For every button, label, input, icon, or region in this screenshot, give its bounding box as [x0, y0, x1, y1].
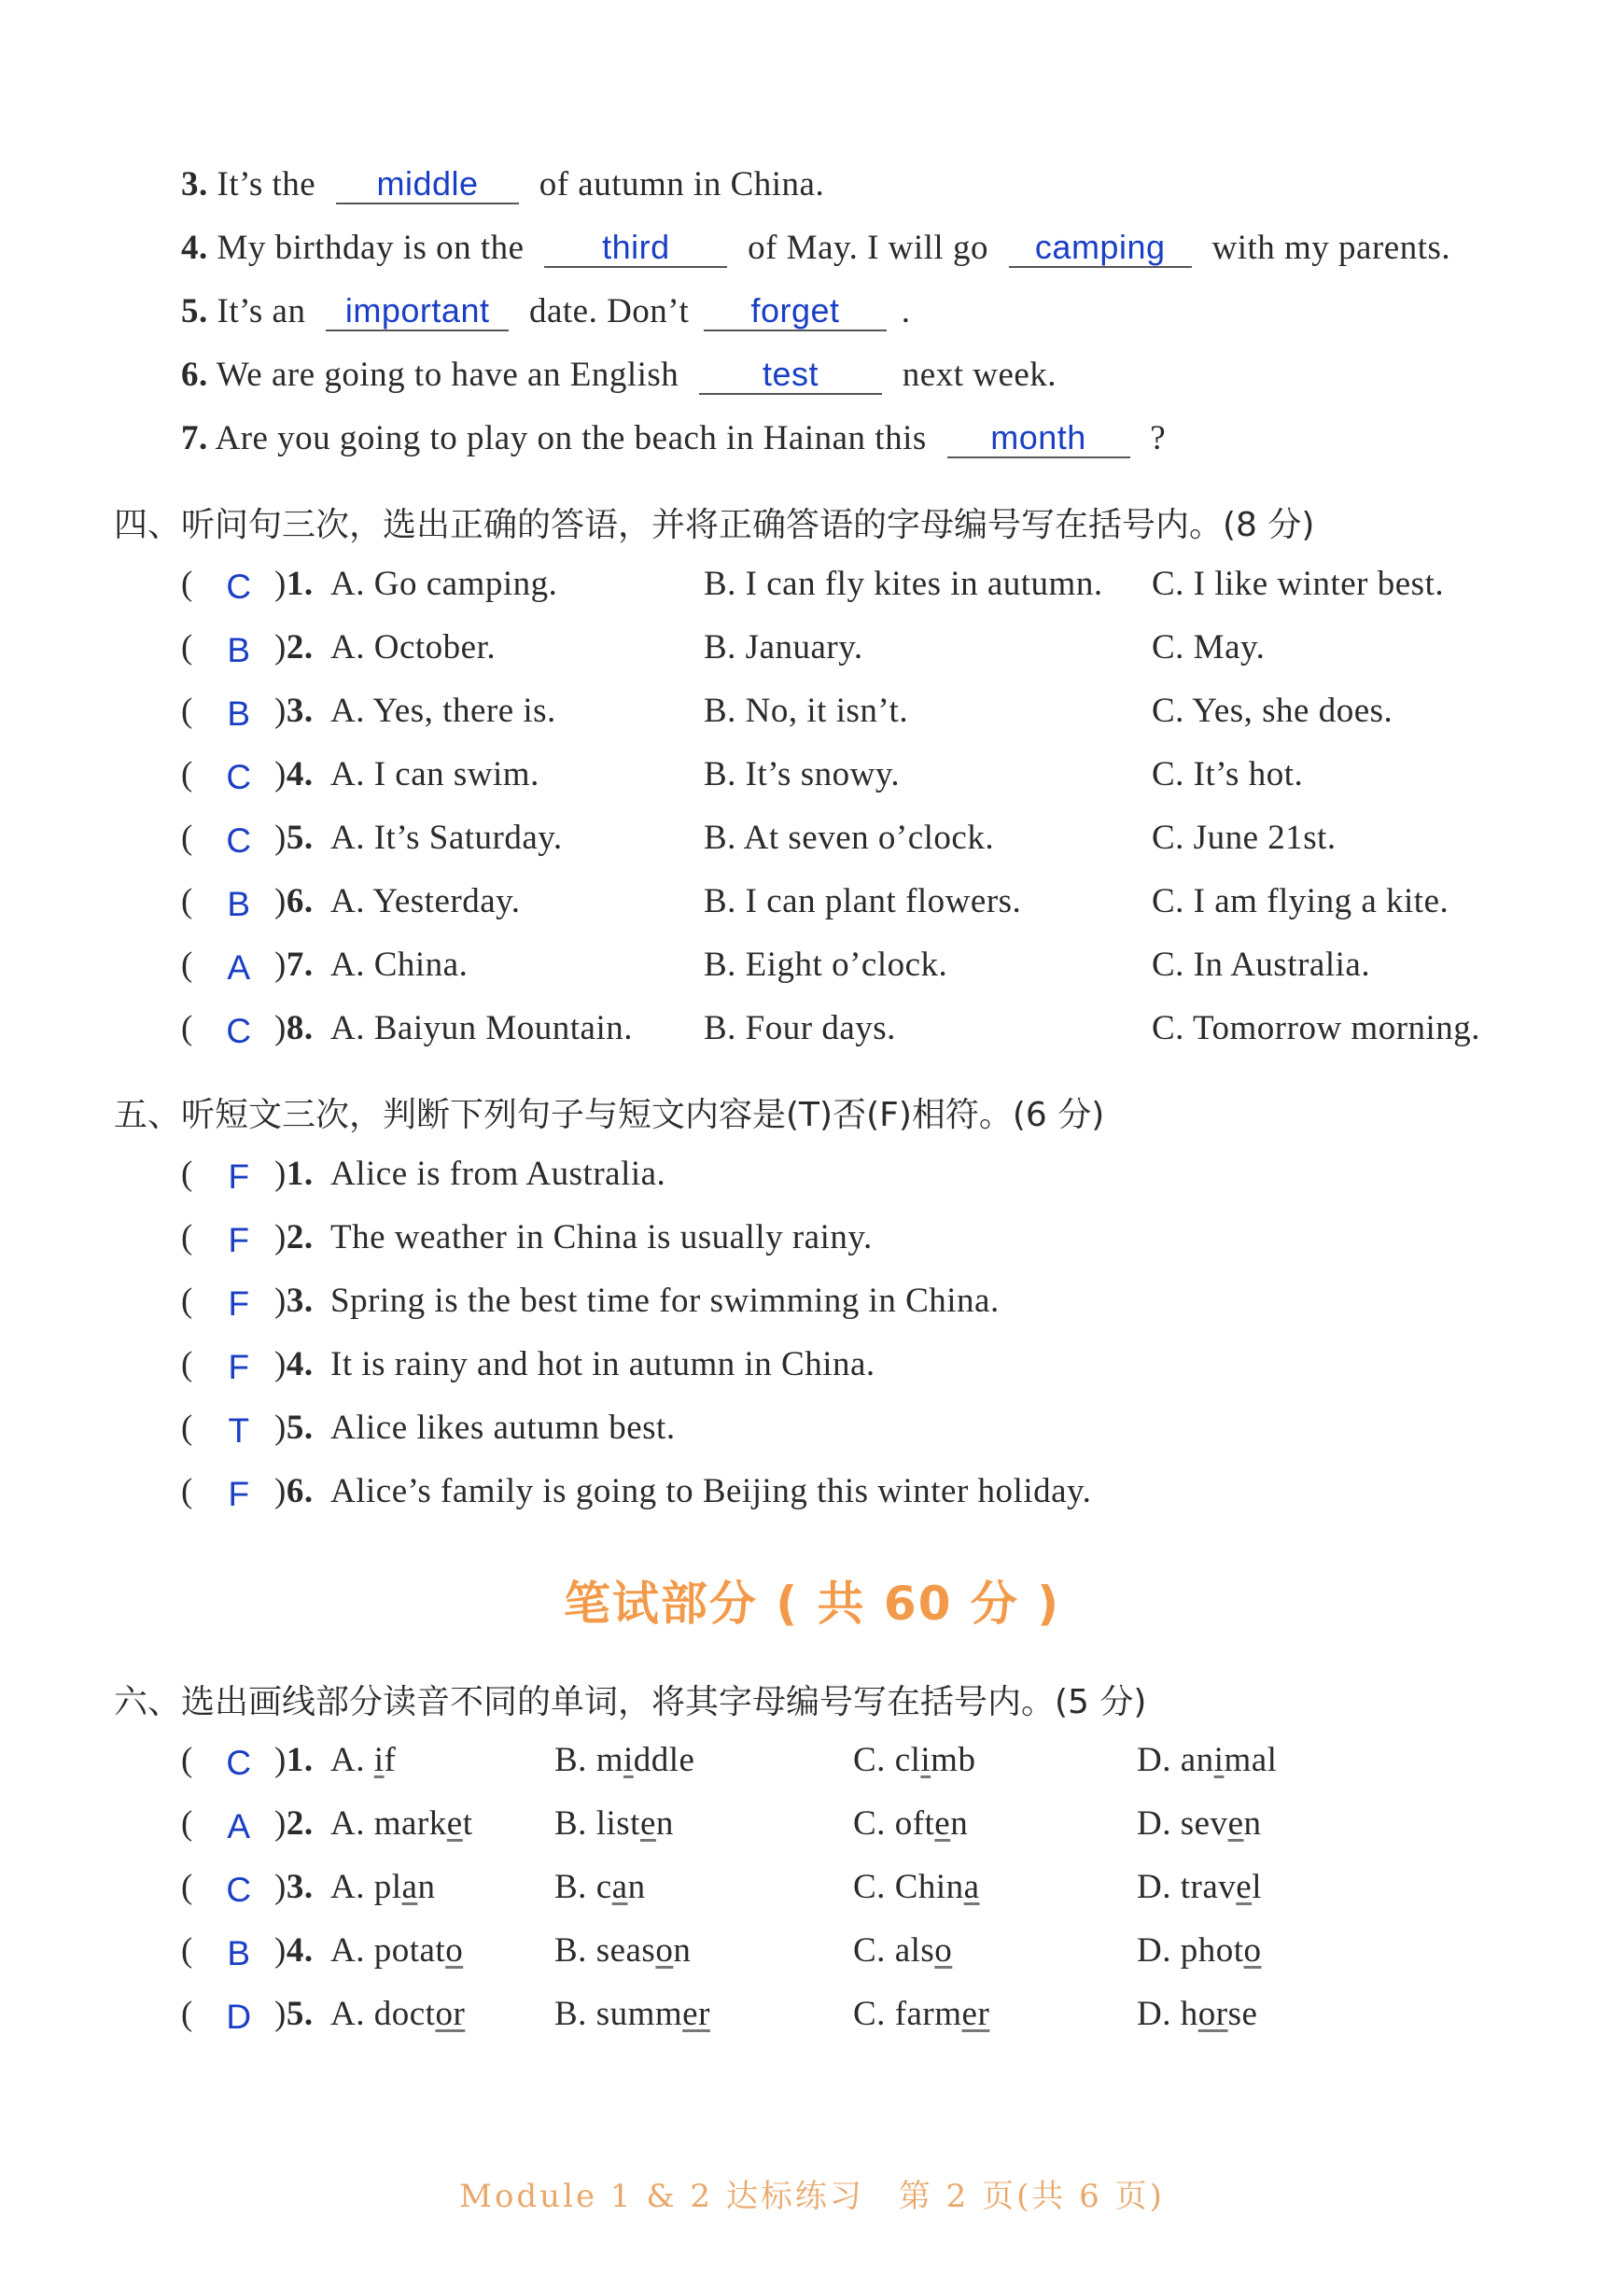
question-number: )2.	[274, 628, 314, 666]
word-part-pre: sev	[1180, 1804, 1228, 1843]
word-part-post: n	[950, 1804, 969, 1843]
underlined-part: er	[682, 1995, 710, 2033]
fill-blank: third	[544, 229, 727, 268]
option-b: B. It’s snowy.	[704, 755, 901, 793]
word-part-pre: als	[894, 1931, 935, 1970]
underlined-part: e	[446, 1804, 463, 1843]
underlined-part: e	[639, 1804, 656, 1843]
option-a: A. It’s Saturday.	[330, 819, 563, 857]
underlined-part: i	[920, 1741, 931, 1779]
answer-letter: D	[226, 1998, 252, 2036]
question-number-text: 4.	[286, 1345, 314, 1383]
question-number-text: 1.	[286, 1741, 314, 1779]
fill-number: 7.	[181, 419, 208, 457]
word-part-letter: C.	[853, 1741, 895, 1779]
word-part-pre: mark	[373, 1804, 447, 1843]
fill-number: 6.	[181, 356, 208, 394]
option-b: B. At seven o’clock.	[704, 819, 995, 857]
word-option	[330, 1803, 472, 1844]
word-part-letter: B.	[554, 1931, 596, 1970]
option-a: A. Yesterday.	[330, 882, 521, 920]
question-number: )3.	[274, 1868, 314, 1906]
option-a: A. October.	[330, 628, 497, 666]
question-number: )3.	[274, 1282, 314, 1320]
answer-bracket: (	[181, 1345, 193, 1383]
option-b: B. January.	[704, 628, 863, 666]
question-number-text: 3.	[286, 692, 314, 730]
option-c: C. Tomorrow morning.	[1152, 1009, 1481, 1047]
answer-letter: B	[227, 885, 251, 923]
answer-bracket: (	[181, 819, 193, 857]
underlined-part: a	[401, 1868, 418, 1906]
word-part-pre: c	[595, 1868, 612, 1906]
option-c: C. Yes, she does.	[1152, 692, 1393, 730]
fill-row-5	[181, 291, 910, 340]
word-part-pre: farm	[894, 1995, 962, 2033]
answer-bracket: (	[181, 1931, 193, 1970]
word-part-pre: Chin	[894, 1868, 964, 1906]
question-number-text: 3.	[286, 1868, 314, 1906]
fill-text: We are going to have an English	[216, 356, 679, 394]
fill-text: It’s the	[217, 165, 316, 203]
question-number: )6.	[274, 882, 314, 920]
word-part-pre: h	[1180, 1995, 1198, 2033]
fill-number: 4.	[181, 229, 208, 267]
word-option	[330, 1867, 435, 1907]
question-number-text: 6.	[286, 882, 314, 920]
fill-text: Are you going to play on the beach in Hainan this	[215, 419, 927, 457]
fill-row-3	[181, 164, 824, 213]
word-option	[554, 1803, 674, 1844]
underlined-part: e	[1227, 1804, 1244, 1843]
underlined-part: or	[435, 1995, 466, 2033]
word-part-letter: D.	[1137, 1741, 1181, 1779]
answer-letter: F	[228, 1158, 250, 1196]
word-part-letter: C.	[853, 1931, 895, 1970]
word-option	[1137, 1803, 1262, 1844]
answer-bracket: (	[181, 1409, 193, 1447]
fill-blank: month	[947, 419, 1130, 458]
question-number: )4.	[274, 1931, 314, 1970]
answer-bracket: (	[181, 755, 193, 793]
question-number: )3.	[274, 692, 314, 730]
option-c: C. In Australia.	[1152, 946, 1371, 984]
word-option	[1137, 1867, 1262, 1907]
word-part-pre: oft	[894, 1804, 935, 1843]
answer-letter: F	[228, 1221, 250, 1259]
option-c: C. I am flying a kite.	[1152, 882, 1449, 920]
answer-letter: C	[226, 758, 252, 796]
word-part-post: l	[1252, 1868, 1262, 1906]
word-part-pre: m	[595, 1741, 623, 1779]
word-part-letter: A.	[330, 1868, 374, 1906]
underlined-part: a	[611, 1868, 628, 1906]
option-a: A. Baiyun Mountain.	[330, 1009, 633, 1047]
option-a: A. I can swim.	[330, 755, 539, 793]
answer-bracket: (	[181, 1009, 193, 1047]
word-option	[853, 1994, 989, 2034]
word-part-pre: trav	[1180, 1868, 1237, 1906]
word-part-letter: B.	[554, 1741, 596, 1779]
underlined-part: o	[1243, 1931, 1262, 1970]
underlined-part: o	[655, 1931, 674, 1970]
word-part-post: f	[384, 1741, 397, 1779]
option-c: C. May.	[1152, 628, 1266, 666]
word-part-letter: C.	[853, 1804, 895, 1843]
question-number: )1.	[274, 565, 314, 603]
word-part-post: t	[462, 1804, 473, 1843]
word-part-pre: phot	[1180, 1931, 1244, 1970]
word-part-letter: B.	[554, 1804, 596, 1843]
word-part-letter: A.	[330, 1741, 374, 1779]
answer-letter: T	[228, 1411, 250, 1450]
question-number-text: 5.	[286, 819, 314, 857]
question-number-text: 2.	[286, 1804, 314, 1843]
word-option	[853, 1740, 975, 1780]
question-number: )5.	[274, 1409, 314, 1447]
fill-blank: test	[699, 356, 882, 395]
fill-text: It’s an	[217, 292, 306, 330]
word-option	[1137, 1740, 1277, 1780]
fill-blank: forget	[704, 292, 887, 331]
statement-text: The weather in China is usually rainy.	[330, 1218, 873, 1256]
word-part-post: n	[655, 1804, 674, 1843]
word-option	[853, 1930, 952, 1971]
word-part-post: n	[417, 1868, 436, 1906]
word-part-letter: A.	[330, 1931, 374, 1970]
section-5-heading: 五、听短文三次，判断下列句子与短文内容是(T)否(F)相符。(6 分)	[114, 1096, 1105, 1134]
question-number: )6.	[274, 1472, 314, 1510]
question-number: )4.	[274, 1345, 314, 1383]
option-c: C. June 21st.	[1152, 819, 1337, 857]
question-number: )2.	[274, 1218, 314, 1256]
underlined-part: o	[934, 1931, 953, 1970]
section-4-heading: 四、听问句三次，选出正确的答语，并将正确答语的字母编号写在括号内。(8 分)	[114, 506, 1315, 544]
answer-letter: A	[227, 948, 251, 987]
question-number: )1.	[274, 1741, 314, 1779]
fill-blank: middle	[336, 165, 519, 204]
word-part-pre: pl	[373, 1868, 402, 1906]
question-number: )8.	[274, 1009, 314, 1047]
word-part-letter: A.	[330, 1804, 374, 1843]
answer-bracket: (	[181, 1804, 193, 1843]
underlined-part: or	[1197, 1995, 1228, 2033]
question-number-text: 8.	[286, 1009, 314, 1047]
fill-row-7	[181, 418, 1166, 467]
statement-text: Alice is from Australia.	[330, 1155, 666, 1193]
fill-text: of autumn in China.	[539, 165, 825, 203]
underlined-part: e	[934, 1804, 951, 1843]
option-a: A. Go camping.	[330, 565, 558, 603]
question-number: )5.	[274, 1995, 314, 2033]
word-option	[853, 1803, 968, 1844]
word-part-letter: C.	[853, 1995, 895, 2033]
answer-bracket: (	[181, 1282, 193, 1320]
question-number-text: 1.	[286, 565, 314, 603]
underlined-part: o	[445, 1931, 464, 1970]
word-part-post: mal	[1224, 1741, 1278, 1779]
word-part-letter: D.	[1137, 1995, 1181, 2033]
option-b: B. I can fly kites in autumn.	[704, 565, 1103, 603]
fill-text: next week.	[902, 356, 1057, 394]
word-part-post: se	[1227, 1995, 1258, 2033]
underlined-part: i	[373, 1741, 385, 1779]
answer-bracket: (	[181, 1741, 193, 1779]
word-option	[853, 1867, 980, 1907]
question-number: )5.	[274, 819, 314, 857]
question-number-text: 4.	[286, 1931, 314, 1970]
answer-letter: C	[226, 821, 252, 860]
question-number-text: 4.	[286, 755, 314, 793]
underlined-part: i	[1213, 1741, 1225, 1779]
word-part-letter: B.	[554, 1868, 596, 1906]
statement-text: It is rainy and hot in autumn in China.	[330, 1345, 875, 1383]
option-c: C. I like winter best.	[1152, 565, 1445, 603]
word-part-post: n	[627, 1868, 646, 1906]
underlined-part: e	[1236, 1868, 1253, 1906]
answer-bracket: (	[181, 692, 193, 730]
word-part-letter: C.	[853, 1868, 895, 1906]
fill-number: 3.	[181, 165, 208, 203]
statement-text: Spring is the best time for swimming in China.	[330, 1282, 1000, 1320]
word-part-letter: A.	[330, 1995, 374, 2033]
answer-bracket: (	[181, 565, 193, 603]
option-b: B. I can plant flowers.	[704, 882, 1022, 920]
word-part-post: n	[673, 1931, 692, 1970]
question-number-text: 2.	[286, 1218, 314, 1256]
written-part-title: 笔试部分 ( 共 60 分 )	[563, 1577, 1061, 1631]
option-b: B. No, it isn’t.	[704, 692, 909, 730]
answer-letter: C	[226, 568, 252, 606]
answer-bracket: (	[181, 882, 193, 920]
word-part-post: ddle	[633, 1741, 695, 1779]
word-option	[554, 1740, 694, 1780]
question-number: )7.	[274, 946, 314, 984]
answer-letter: C	[226, 1012, 252, 1050]
fill-number: 5.	[181, 292, 208, 330]
word-part-pre: an	[1180, 1741, 1214, 1779]
answer-bracket: (	[181, 1995, 193, 2033]
word-part-pre: seas	[595, 1931, 656, 1970]
word-part-letter: D.	[1137, 1804, 1181, 1843]
answer-letter: C	[226, 1744, 252, 1782]
word-part-pre: cl	[894, 1741, 921, 1779]
answer-letter: B	[227, 631, 251, 669]
page-footer: Module 1 & 2 达标练习 第 2 页(共 6 页)	[459, 2178, 1165, 2215]
underlined-part: i	[623, 1741, 634, 1779]
answer-bracket: (	[181, 946, 193, 984]
answer-letter: A	[227, 1807, 251, 1845]
option-b: B. Eight o’clock.	[704, 946, 948, 984]
underlined-part: er	[961, 1995, 990, 2033]
question-number: )1.	[274, 1155, 314, 1193]
word-option	[1137, 1930, 1262, 1971]
answer-letter: F	[228, 1475, 250, 1513]
statement-text: Alice likes autumn best.	[330, 1409, 676, 1447]
question-number-text: 5.	[286, 1409, 314, 1447]
word-option	[554, 1867, 646, 1907]
question-number-text: 5.	[286, 1995, 314, 2033]
word-part-pre: potat	[373, 1931, 446, 1970]
word-part-pre: summ	[595, 1995, 683, 2033]
answer-letter: F	[228, 1348, 250, 1386]
answer-bracket: (	[181, 1868, 193, 1906]
answer-bracket: (	[181, 628, 193, 666]
fill-text: of May. I will go	[748, 229, 988, 267]
word-part-letter: D.	[1137, 1931, 1181, 1970]
answer-bracket: (	[181, 1218, 193, 1256]
word-option	[330, 1740, 396, 1780]
question-number-text: 6.	[286, 1472, 314, 1510]
answer-letter: B	[227, 1934, 251, 1972]
underlined-part: a	[963, 1868, 980, 1906]
word-option	[1137, 1994, 1257, 2034]
question-number-text: 1.	[286, 1155, 314, 1193]
word-option	[554, 1930, 691, 1971]
word-option	[330, 1994, 465, 2034]
word-part-pre: list	[595, 1804, 640, 1843]
word-part-letter: D.	[1137, 1868, 1181, 1906]
fill-text: ?	[1150, 419, 1167, 457]
word-option	[554, 1994, 710, 2034]
word-part-letter: B.	[554, 1995, 596, 2033]
option-c: C. It’s hot.	[1152, 755, 1304, 793]
option-b: B. Four days.	[704, 1009, 896, 1047]
answer-bracket: (	[181, 1155, 193, 1193]
fill-text: date. Don’t	[528, 292, 690, 330]
fill-text: My birthday is on the	[217, 229, 525, 267]
answer-letter: C	[226, 1871, 252, 1909]
fill-text: .	[901, 292, 911, 330]
word-option	[330, 1930, 463, 1971]
statement-text: Alice’s family is going to Beijing this winter holiday.	[330, 1472, 1092, 1510]
question-number-text: 7.	[286, 946, 314, 984]
section-6-heading: 六、选出画线部分读音不同的单词，将其字母编号写在括号内。(5 分)	[114, 1683, 1147, 1721]
option-a: A. China.	[330, 946, 469, 984]
fill-blank: important	[326, 292, 509, 331]
answer-letter: B	[227, 695, 251, 733]
fill-row-4	[181, 228, 1450, 276]
answer-letter: F	[228, 1284, 250, 1323]
question-number: )2.	[274, 1804, 314, 1843]
option-a: A. Yes, there is.	[330, 692, 556, 730]
question-number: )4.	[274, 755, 314, 793]
fill-blank: camping	[1009, 229, 1192, 268]
question-number-text: 3.	[286, 1282, 314, 1320]
fill-row-6	[181, 355, 1057, 403]
question-number-text: 2.	[286, 628, 314, 666]
word-part-post: mb	[931, 1741, 976, 1779]
word-part-post: n	[1243, 1804, 1262, 1843]
answer-bracket: (	[181, 1472, 193, 1510]
fill-text: with my parents.	[1211, 229, 1451, 267]
word-part-pre: doct	[373, 1995, 436, 2033]
